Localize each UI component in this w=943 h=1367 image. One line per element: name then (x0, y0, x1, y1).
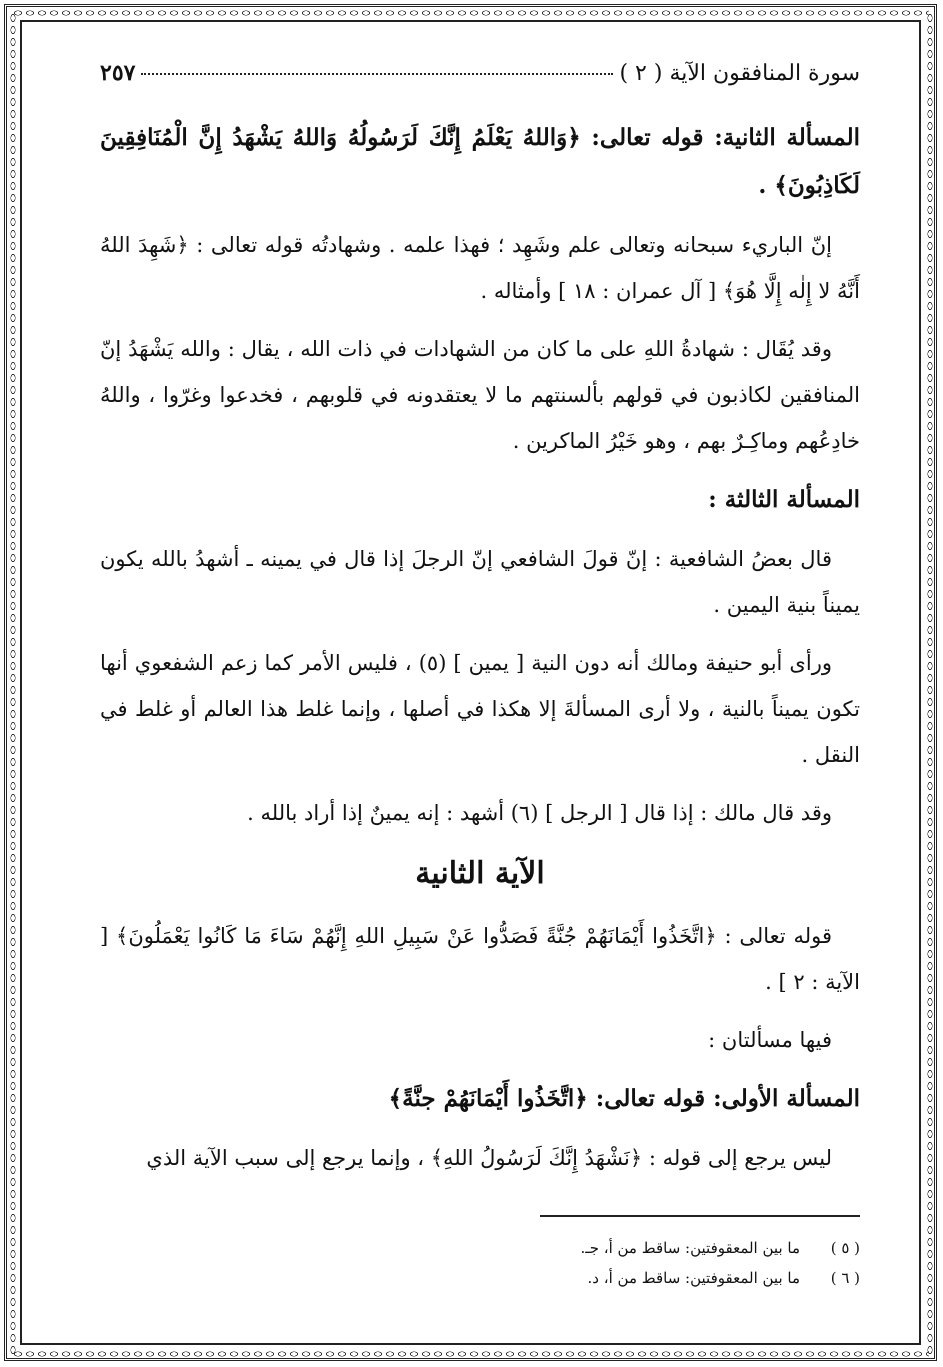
paragraph: وقد يُقَال : شهادةُ اللهِ على ما كان من الشهادات في ذات الله ، يقال : والله يَشْهَدُ إنّ المنافقين لكاذبون في قولهم بألسنتهم ما لا يعتقدونه في قلوبهم ، فخدعوا وغرّوا ، واللهُ خادِعُهم وماكِـرٌ بهم ، وهو خَيْرُ الماكرين . (100, 337, 860, 453)
footnote (100, 1233, 860, 1263)
footnote-text: ما بين المعقوفتين: ساقط من أ، جـ. (580, 1239, 800, 1257)
issue-one-heading: المسألة الأولى: قوله تعالى: ﴿اتَّخَذُوا أَيْمَانَهُمْ جنَّةً﴾ (388, 1085, 860, 1112)
paragraph: فيها مسألتان : (708, 1028, 832, 1052)
paragraph: ورأى أبو حنيفة ومالك أنه دون النية [ يمين ] (٥) ، فليس الأمر كما زعم الشفعوي أنها تكون يميناً بالنية ، ولا أرى المسألةَ إلا هكذا في أصلها ، وإنما غلط هذا العالم أو غلط في النقل . (100, 651, 860, 767)
footnote-number: ( ٦ ) (830, 1269, 860, 1287)
border-ornament-top (12, 8, 929, 18)
page-number: ٢٥٧ (100, 60, 136, 86)
paragraph: قوله تعالى : ﴿اتَّخَذُوا أَيْمَانَهُمْ جُنَّةً فَصَدُّوا عَنْ سَبِيلِ اللهِ إِنَّهُمْ سَاءَ مَا كَانُوا يَعْمَلُونَ﴾ [ الآية : ٢ ] . (100, 924, 860, 994)
paragraph: قال بعضُ الشافعية : إنّ قولَ الشافعي إنّ الرجلَ إذا قال في يمينه ـ أشهدُ بالله يكون يميناً بنية اليمين . (100, 547, 860, 617)
running-header (100, 60, 860, 92)
footnote-separator (540, 1215, 860, 1217)
header-title: سورة المنافقون الآية ( ٢ ) (619, 61, 860, 86)
issue-two-heading: المسألة الثانية: قوله تعالى: ﴿وَاللهُ يَعْلَمُ إِنَّكَ لَرَسُولُهُ وَاللهُ يَشْهَدُ إِنَّ الْمُنَافِقِينَ لَكَاذِبُونَ﴾ . (100, 124, 860, 199)
border-ornament-right (925, 12, 935, 1355)
footnote-text: ما بين المعقوفتين: ساقط من أ، د. (587, 1269, 800, 1287)
paragraph: ليس يرجع إلى قوله : ﴿نَشْهَدُ إِنَّكَ لَرَسُولُ اللهِ﴾ ، وإنما يرجع إلى سبب الآية الذي (146, 1146, 832, 1170)
paragraph: وقد قال مالك : إذا قال [ الرجل ] (٦) أشهد : إنه يمينٌ إذا أراد بالله . (247, 801, 832, 825)
header-leader-dots (141, 72, 613, 75)
footnote-number: ( ٥ ) (830, 1239, 860, 1257)
border-ornament-left (8, 12, 18, 1355)
footnote (100, 1263, 860, 1293)
paragraph: إنّ الباريء سبحانه وتعالى علم وشَهِد ؛ فهذا علمه . وشهادتُه قوله تعالى : ﴿شَهِدَ اللهُ أَنَّهُ لا إِلٰه إِلَّا هُوَ﴾ [ آل عمران : ١٨ ] وأمثاله . (100, 233, 860, 303)
page-content (100, 60, 860, 1330)
section-title: الآية الثانية (415, 856, 545, 891)
border-ornament-bottom (12, 1349, 929, 1359)
issue-three-heading: المسألة الثالثة : (708, 486, 860, 513)
